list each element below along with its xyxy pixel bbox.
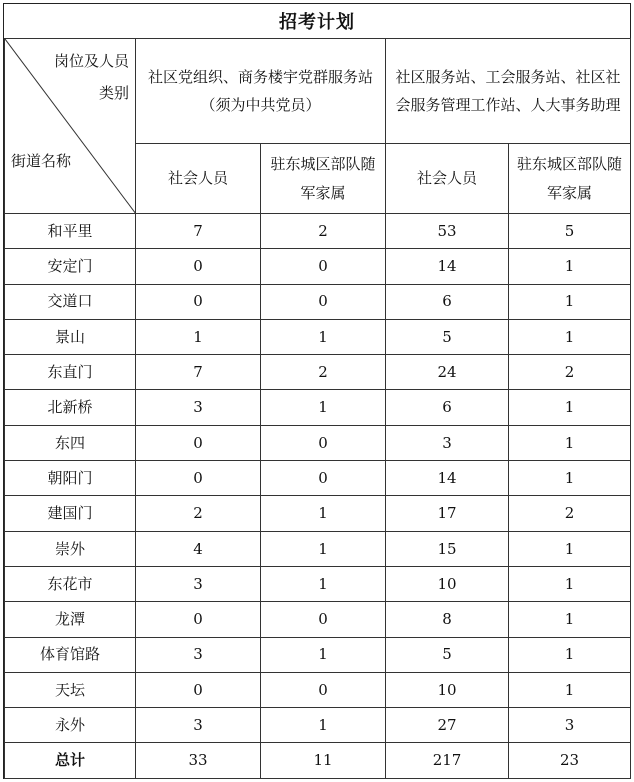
- value-cell: 1: [509, 284, 631, 319]
- value-cell: 53: [386, 214, 509, 249]
- group-header-party: 社区党组织、商务楼宇党群服务站（须为中共党员）: [136, 39, 386, 144]
- value-cell: 0: [136, 461, 261, 496]
- value-cell: 0: [261, 425, 386, 460]
- value-cell: 0: [136, 249, 261, 284]
- value-cell: 1: [509, 425, 631, 460]
- value-cell: 23: [509, 743, 631, 778]
- value-cell: 6: [386, 390, 509, 425]
- sub-header-social-2: 社会人员: [386, 144, 509, 214]
- street-name-cell: 朝阳门: [5, 461, 136, 496]
- table-row: [5, 390, 631, 425]
- corner-top-line2: 类别: [98, 84, 129, 102]
- table-row: [5, 496, 631, 531]
- value-cell: 3: [136, 637, 261, 672]
- value-cell: 0: [261, 672, 386, 707]
- value-cell: 24: [386, 355, 509, 390]
- corner-bottom-label: 街道名称: [11, 152, 72, 170]
- page-title: 招考计划: [4, 4, 630, 39]
- corner-top-line1: 岗位及人员: [53, 52, 129, 70]
- value-cell: 217: [386, 743, 509, 778]
- value-cell: 0: [136, 672, 261, 707]
- value-cell: 27: [386, 708, 509, 743]
- street-name-cell: 建国门: [5, 496, 136, 531]
- value-cell: 0: [261, 249, 386, 284]
- table-row: [5, 284, 631, 319]
- table-row: [5, 425, 631, 460]
- value-cell: 3: [136, 566, 261, 601]
- table-row: [5, 214, 631, 249]
- table-row: [5, 672, 631, 707]
- value-cell: 0: [136, 602, 261, 637]
- value-cell: 6: [386, 284, 509, 319]
- value-cell: 1: [261, 566, 386, 601]
- group-header-service: 社区服务站、工会服务站、社区社会服务管理工作站、人大事务助理: [386, 39, 631, 144]
- value-cell: 3: [386, 425, 509, 460]
- table-row: [5, 249, 631, 284]
- value-cell: 4: [136, 531, 261, 566]
- value-cell: 3: [509, 708, 631, 743]
- value-cell: 1: [509, 566, 631, 601]
- table-row: [5, 602, 631, 637]
- value-cell: 1: [261, 708, 386, 743]
- value-cell: 5: [386, 637, 509, 672]
- street-name-cell: 天坛: [5, 672, 136, 707]
- sub-header-military-2: 驻东城区部队随军家属: [509, 144, 631, 214]
- value-cell: 1: [509, 637, 631, 672]
- street-name-cell: 体育馆路: [5, 637, 136, 672]
- value-cell: 1: [261, 531, 386, 566]
- street-name-cell: 东直门: [5, 355, 136, 390]
- value-cell: 1: [509, 390, 631, 425]
- table-row: [5, 637, 631, 672]
- recruitment-plan-table: [4, 38, 631, 779]
- total-row: [5, 743, 631, 778]
- street-name-cell: 安定门: [5, 249, 136, 284]
- value-cell: 1: [261, 496, 386, 531]
- table-row: [5, 531, 631, 566]
- value-cell: 3: [136, 390, 261, 425]
- value-cell: 0: [136, 425, 261, 460]
- table-row: [5, 708, 631, 743]
- value-cell: 2: [261, 355, 386, 390]
- street-name-cell: 交道口: [5, 284, 136, 319]
- value-cell: 2: [261, 214, 386, 249]
- value-cell: 0: [261, 461, 386, 496]
- value-cell: 5: [509, 214, 631, 249]
- value-cell: 1: [509, 461, 631, 496]
- value-cell: 3: [136, 708, 261, 743]
- value-cell: 33: [136, 743, 261, 778]
- value-cell: 1: [261, 390, 386, 425]
- table-row: [5, 355, 631, 390]
- value-cell: 1: [136, 319, 261, 354]
- street-name-cell: 和平里: [5, 214, 136, 249]
- value-cell: 7: [136, 355, 261, 390]
- street-name-cell: 崇外: [5, 531, 136, 566]
- value-cell: 11: [261, 743, 386, 778]
- street-name-cell: 东花市: [5, 566, 136, 601]
- sub-header-military-1: 驻东城区部队随军家属: [261, 144, 386, 214]
- street-name-cell: 永外: [5, 708, 136, 743]
- value-cell: 2: [509, 496, 631, 531]
- value-cell: 17: [386, 496, 509, 531]
- value-cell: 15: [386, 531, 509, 566]
- value-cell: 1: [509, 531, 631, 566]
- value-cell: 0: [261, 602, 386, 637]
- value-cell: 2: [136, 496, 261, 531]
- street-name-cell: 东四: [5, 425, 136, 460]
- value-cell: 14: [386, 249, 509, 284]
- value-cell: 1: [261, 319, 386, 354]
- value-cell: 5: [386, 319, 509, 354]
- total-label: 总计: [5, 743, 136, 778]
- value-cell: 10: [386, 566, 509, 601]
- value-cell: 7: [136, 214, 261, 249]
- corner-header-cell: [5, 39, 136, 214]
- table-row: [5, 319, 631, 354]
- value-cell: 1: [509, 602, 631, 637]
- street-name-cell: 龙潭: [5, 602, 136, 637]
- street-name-cell: 北新桥: [5, 390, 136, 425]
- value-cell: 0: [136, 284, 261, 319]
- sub-header-social-1: 社会人员: [136, 144, 261, 214]
- value-cell: 1: [509, 319, 631, 354]
- value-cell: 1: [509, 249, 631, 284]
- value-cell: 1: [261, 637, 386, 672]
- table-row: [5, 461, 631, 496]
- table-row: [5, 566, 631, 601]
- value-cell: 2: [509, 355, 631, 390]
- value-cell: 1: [509, 672, 631, 707]
- value-cell: 14: [386, 461, 509, 496]
- value-cell: 0: [261, 284, 386, 319]
- value-cell: 10: [386, 672, 509, 707]
- street-name-cell: 景山: [5, 319, 136, 354]
- value-cell: 8: [386, 602, 509, 637]
- corner-top-label: [54, 45, 129, 109]
